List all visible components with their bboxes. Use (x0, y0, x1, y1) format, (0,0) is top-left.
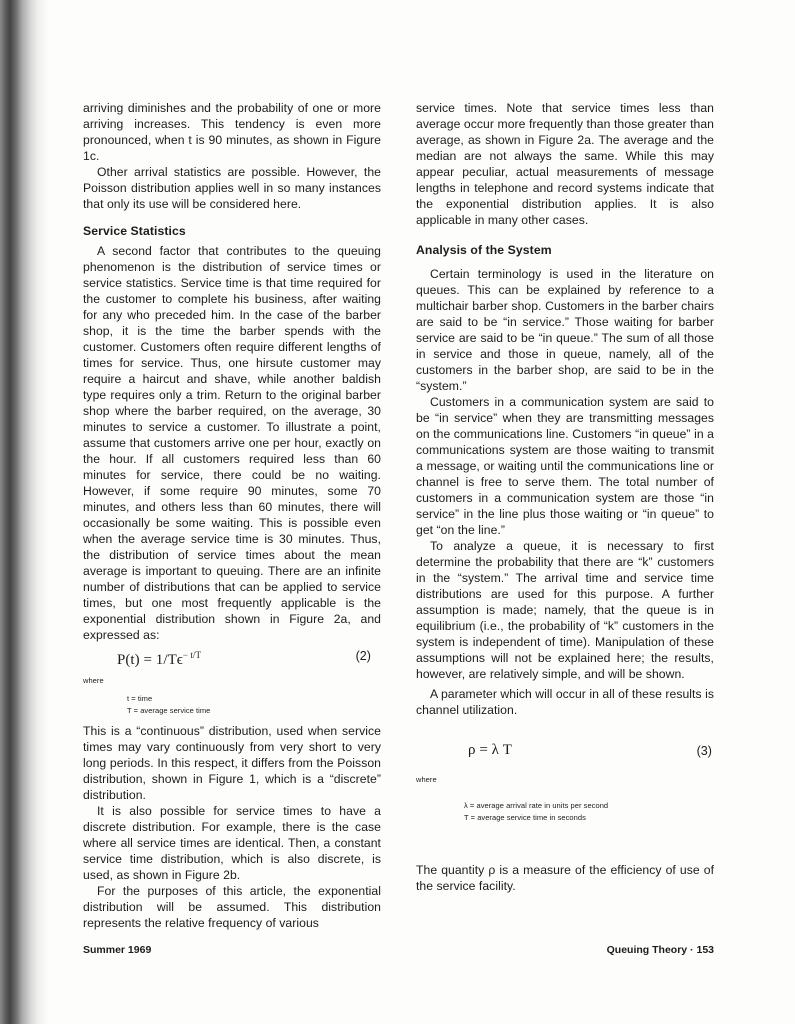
paragraph: It is also possible for service times to have a discrete distribution. For example, there is the case where all service times are identical. Then, a constant service time distribution, which is also discrete, is used, as shown in Figure 2b. (83, 804, 381, 882)
where-label: where (416, 775, 437, 784)
paragraph: service times. Note that service times less than average occur more frequently than those greater than average, as shown in Figure 2a. The average and the median are not always the same. While this may appear peculiar, actual measurements of message lengths in telephone and record systems indicate that the exponential distribution applies. It is also applicable in many other cases. (416, 101, 714, 227)
definition: t = time (127, 694, 153, 703)
definition: T = average service time (127, 706, 211, 715)
equation-number: (3) (696, 744, 712, 758)
paragraph: Customers in a communication system are said to be “in service” when they are transmitting messages on the communications line. Customers “in queue” in a communications system are those waiting to transmit a message, or waiting until the communications line or channel is free to serve them. The total number of customers in a communication system are those “in service” in the line plus those waiting or “in queue” to get “on the line.” (416, 395, 714, 537)
equation-number: (2) (355, 649, 371, 663)
footer-running-title-page-number: Queuing Theory · 153 (606, 944, 714, 956)
equation-expression: ρ = λ T (468, 742, 512, 758)
where-label: where (83, 676, 104, 685)
section-heading-analysis-of-system: Analysis of the System (416, 243, 552, 257)
footer-issue-date: Summer 1969 (83, 944, 152, 956)
equation-3 (416, 740, 714, 764)
paragraph: The quantity ρ is a measure of the efficiency of use of the service facility. (416, 863, 714, 893)
paragraph: To analyze a queue, it is necessary to first determine the probability that there are “k” customers in the “system.” The arrival time and service time distributions are used for this purpose. A further assumption is made; namely, that the queue is in equilibrium (i.e., the probability of “k” customers in the system is independent of time). Manipulation of these assumptions will not be explained here; the results, however, are relatively simple, and will be shown. (416, 539, 714, 681)
equation-exponent: − t/T (182, 650, 201, 660)
paragraph: This is a “continuous” distribution, used when service times may vary continuously from very short to very long periods. In this respect, it differs from the Poisson distribution, shown in Figure 1, which is a “discrete” distribution. (83, 724, 381, 802)
section-heading-service-statistics: Service Statistics (83, 224, 186, 238)
paragraph: arriving diminishes and the probability of one or more arriving increases. This tendency is even more pronounced, when t is 90 minutes, as shown in Figure 1c. (83, 101, 381, 163)
definition: λ = average arrival rate in units per second (464, 801, 609, 810)
paragraph: A parameter which will occur in all of these results is channel utilization. (416, 687, 714, 717)
paragraph: A second factor that contributes to the queuing phenomenon is the distribution of service times or service statistics. Service time is that time required for the customer to complete his business, after waiting for any who preceded him. In the case of the barber shop, it is the time the barber spends with the customer. Customers often require different lengths of times for service. Thus, one hirsute customer may require a haircut and shave, while another baldish type requires only a trim. Return to the original barber shop where the barber required, on the average, 30 minutes to service a customer. To illustrate a point, assume that customers arrive one per hour, exactly on the hour. If all customers required less than 60 minutes for service, there could be no waiting. However, if some require 90 minutes, some 70 minutes, and others less than 60 minutes, there will occasionally be some waiting. This is possible even when the average service time is 30 minutes. Thus, the distribution of service times about the mean average is important to queuing. There are an infinite number of distributions that can be applied to service times, but one most frequently applicable is the exponential distribution shown in Figure 2a, and expressed as: (83, 244, 381, 642)
right-column (416, 100, 714, 894)
paragraph: Other arrival statistics are possible. However, the Poisson distribution applies well in so many instances that only its use will be considered here. (83, 165, 381, 211)
definition: T = average service time in seconds (464, 813, 586, 822)
equation-2 (83, 645, 381, 669)
paragraph: Certain terminology is used in the literature on queues. This can be explained by reference to a multichair barber shop. Customers in the barber chairs are said to be “in service.” Those waiting for barber service are said to be “in queue.” The sum of all those in service and those in queue, namely, all of the customers in the barber shop, are said to be in the “system.” (416, 267, 714, 393)
paragraph: For the purposes of this article, the exponential distribution will be assumed. This distribution represents the relative frequency of various (83, 884, 381, 930)
variable-definitions (416, 800, 714, 824)
variable-definitions (83, 693, 381, 717)
page-binding-shadow (0, 0, 48, 1024)
equation-expression: $P(t) = 1/T\epsilon^{- t/T}$ (117, 650, 201, 668)
left-column (83, 100, 381, 931)
